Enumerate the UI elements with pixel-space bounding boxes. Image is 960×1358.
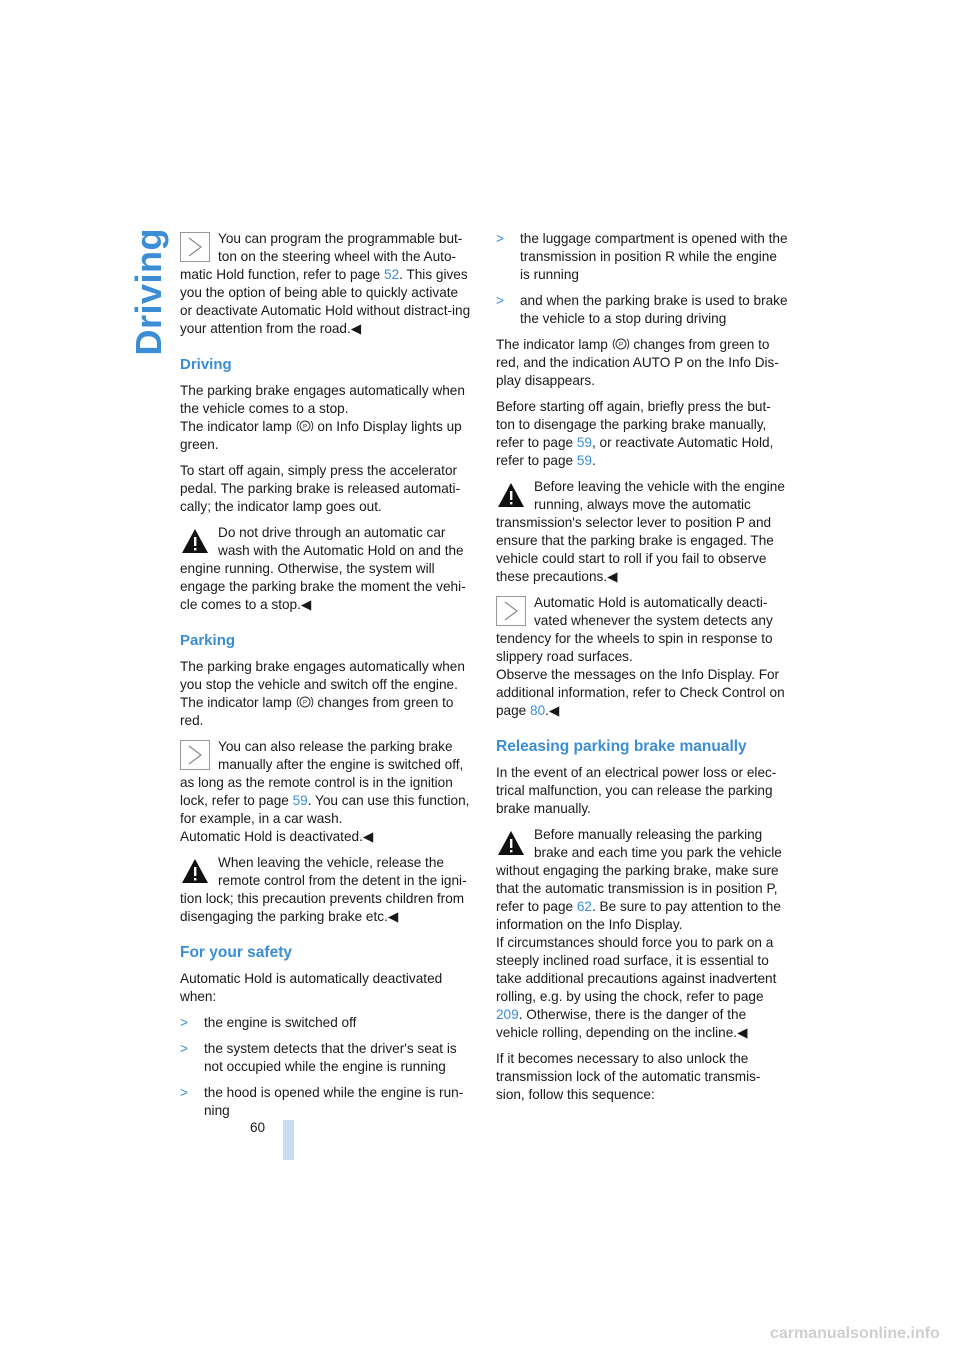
note-icon: [180, 232, 210, 262]
page-link-62[interactable]: 62: [576, 899, 592, 914]
warning-car-wash: Do not drive through an automatic car wash with the Automatic Hold on and the engine running. Otherwise, the system will engage the parking brake the moment the vehi-cle comes to a stop.◀: [180, 525, 466, 612]
driving-para-2: The indicator lamp P on Info Display lights up green.: [180, 419, 462, 452]
warning-manual-release: Before manually releasing the parking brake and each time you park the vehicle without engaging the parking brake, make sure that the automatic transmission is in position P, refer to page 62. Be sure to pay attention to the information on the Info Display. If circumstances should force you to park on a steeply inclined road surface, it is essential to take additional precautions against inadvertent rolling, e.g. by using the chock, refer to page 209. Otherwise, there is the danger of the vehicle rolling, depending on the incline.◀: [496, 827, 782, 1040]
parking-para-1: The parking brake engages automatically when you stop the vehicle and switch off the engine.: [180, 659, 465, 692]
note-icon: [180, 740, 210, 770]
warning-remote-control: When leaving the vehicle, release the remote control from the detent in the igni-tion lock; this precaution prevents children from disengaging the parking brake etc.◀: [180, 855, 467, 924]
warning-icon: [180, 856, 210, 886]
note-programmable-button: You can program the programmable but-ton on the steering wheel with the Auto-matic Hold function, refer to page 52. This gives you the option of being able to quickly activate or deactivate Automatic Hold without distract-ing your attention from the road.◀: [180, 231, 471, 336]
page-link-52[interactable]: 52: [384, 267, 400, 282]
list-item: > the hood is opened while the engine is run-ning: [180, 1085, 464, 1118]
heading-for-your-safety: For your safety: [180, 944, 292, 961]
svg-text:P: P: [618, 342, 623, 349]
section-title-vertical: [128, 228, 169, 356]
note-release-parking-brake: You can also release the parking brake manually after the engine is switched off, as long as the remote control is in the ignition lock, refer to page 59. You can use this function, for example, in a car wash. Automatic Hold is deactivated.◀: [180, 739, 470, 844]
parking-indicator-icon: [612, 337, 630, 351]
list-item: > the luggage compartment is opened with the transmission in position R while the engine is running: [496, 231, 788, 282]
heading-parking: Parking: [180, 632, 236, 649]
parking-indicator-icon: [296, 419, 314, 433]
page-link-209[interactable]: 209: [496, 1007, 519, 1022]
warning-icon: [180, 526, 210, 556]
release-para-1: In the event of an electrical power loss or elec-trical malfunction, you can release the parking brake manually.: [496, 765, 777, 816]
left-column: [180, 230, 472, 1128]
note-wheel-spin: Automatic Hold is automatically deacti-vated whenever the system detects any tendency for the wheels to spin in response to slippery road surfaces. Observe the messages on the Info Display. For additional information, refer to Check Control on page 80.◀: [496, 595, 785, 718]
page-link-59[interactable]: 59: [292, 793, 308, 808]
note-icon: [496, 596, 526, 626]
page-number: 60: [250, 1120, 266, 1135]
list-item: > and when the parking brake is used to brake the vehicle to a stop during driving: [496, 293, 788, 326]
svg-text:P: P: [302, 424, 307, 431]
page-marker-bar: [283, 1120, 294, 1160]
watermark: carmanualsonline.info: [770, 1325, 940, 1342]
right-column: [496, 230, 788, 1112]
section-title: Driving: [128, 228, 169, 356]
page-link-80[interactable]: 80: [530, 703, 546, 718]
page-link-59[interactable]: 59: [576, 453, 592, 468]
parking-para-2: The indicator lamp P changes from green to red.: [180, 695, 454, 728]
svg-text:P: P: [302, 700, 307, 707]
driving-para-3: To start off again, simply press the accelerator pedal. The parking brake is released automati-cally; the indicator lamp goes out.: [180, 463, 461, 514]
heading-driving: Driving: [180, 356, 232, 373]
warning-icon: [496, 480, 526, 510]
indicator-para: The indicator lamp P changes from green to red, and the indication AUTO P on the Info Dis-play disappears.: [496, 337, 779, 388]
starting-off-para: Before starting off again, briefly press the but-ton to disengage the parking brake manually, refer to page 59, or reactivate Automatic Hold, refer to page 59.: [496, 399, 774, 468]
heading-releasing-parking-brake: Releasing parking brake manually: [496, 738, 747, 755]
warning-selector-lever: Before leaving the vehicle with the engine running, always move the automatic transmission's selector lever to position P and ensure that the parking brake is engaged. The vehicle could start to roll if you fail to observe these precautions.◀: [496, 479, 785, 584]
driving-para-1: The parking brake engages automatically when the vehicle comes to a stop.: [180, 383, 465, 416]
parking-indicator-icon: [296, 695, 314, 709]
warning-icon: [496, 828, 526, 858]
release-para-2: If it becomes necessary to also unlock the transmission lock of the automatic transmis-sion, follow this sequence:: [496, 1051, 761, 1102]
safety-intro: Automatic Hold is automatically deactivated when:: [180, 971, 443, 1004]
list-item: > the system detects that the driver's seat is not occupied while the engine is running: [180, 1041, 457, 1074]
list-item: > the engine is switched off: [180, 1015, 357, 1030]
page-link-59[interactable]: 59: [576, 435, 592, 450]
